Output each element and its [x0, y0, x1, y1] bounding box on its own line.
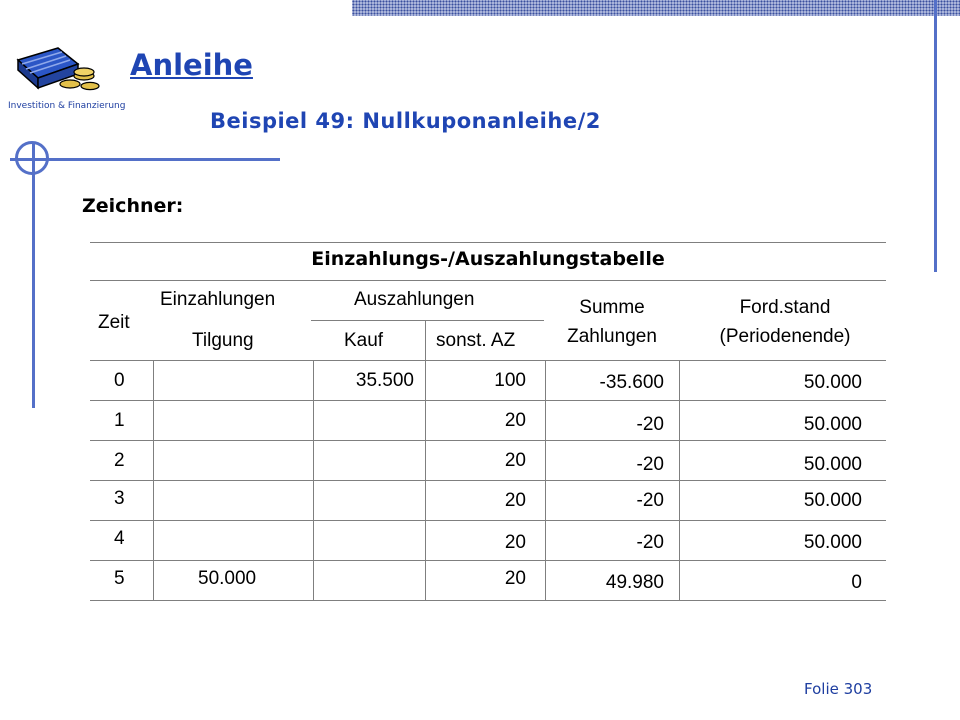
- slide-number: Folie 303: [804, 680, 873, 698]
- header-kauf: Kauf: [344, 330, 384, 351]
- right-decorative-line: [934, 0, 937, 272]
- top-decorative-band: [352, 0, 960, 16]
- header-decorative-line: [10, 158, 280, 161]
- row-1-summe: -20: [636, 414, 664, 435]
- header-summe: Summe: [579, 297, 645, 318]
- row-1-sonst-az: 20: [504, 410, 526, 431]
- row-0-summe: -35.600: [599, 372, 664, 393]
- row-0-ford-stand: 50.000: [803, 372, 862, 393]
- section-label: Zeichner:: [82, 195, 184, 217]
- cashflow-table: [90, 242, 886, 601]
- row-3-zeit: 3: [114, 488, 125, 509]
- row-1-zeit: 1: [114, 410, 125, 431]
- row-0-kauf: 35.500: [355, 370, 414, 391]
- row-4-summe: -20: [636, 532, 664, 553]
- row-5-summe: 49.980: [605, 572, 664, 593]
- row-5-ford-stand: 0: [851, 572, 862, 593]
- row-5-tilgung: 50.000: [198, 568, 257, 589]
- row-3-sonst-az: 20: [504, 490, 526, 511]
- header-periodenende: (Periodenende): [719, 326, 851, 347]
- row-1-ford-stand: 50.000: [803, 414, 862, 435]
- row-2-summe: -20: [636, 454, 664, 475]
- row-4-zeit: 4: [114, 528, 125, 549]
- row-5-zeit: 5: [114, 568, 125, 589]
- header-ford-stand: Ford.stand: [739, 297, 831, 318]
- row-0-zeit: 0: [114, 370, 125, 391]
- row-3-summe: -20: [636, 490, 664, 511]
- money-logo-icon: [12, 40, 102, 100]
- row-4-sonst-az: 20: [504, 532, 526, 553]
- row-2-ford-stand: 50.000: [803, 454, 862, 475]
- organization-label: Investition & Finanzierung: [8, 101, 126, 111]
- slide-subtitle: Beispiel 49: Nullkuponanleihe/2: [210, 109, 601, 133]
- header-sonst-az: sonst. AZ: [436, 330, 516, 351]
- header-zahlungen: Zahlungen: [567, 326, 657, 347]
- row-3-ford-stand: 50.000: [803, 490, 862, 511]
- header-einzahlungen: Einzahlungen: [160, 289, 276, 310]
- row-0-sonst-az: 100: [494, 370, 526, 391]
- header-tilgung: Tilgung: [192, 330, 254, 351]
- row-2-sonst-az: 20: [504, 450, 526, 471]
- row-5-sonst-az: 20: [504, 568, 526, 589]
- table-caption: Einzahlungs-/Auszahlungstabelle: [311, 248, 665, 270]
- row-2-zeit: 2: [114, 450, 125, 471]
- row-4-ford-stand: 50.000: [803, 532, 862, 553]
- crosshair-circle: [15, 141, 49, 175]
- header-zeit: Zeit: [98, 312, 130, 333]
- left-decorative-line: [32, 142, 35, 408]
- header-auszahlungen: Auszahlungen: [354, 289, 475, 310]
- slide-title: Anleihe: [130, 48, 253, 82]
